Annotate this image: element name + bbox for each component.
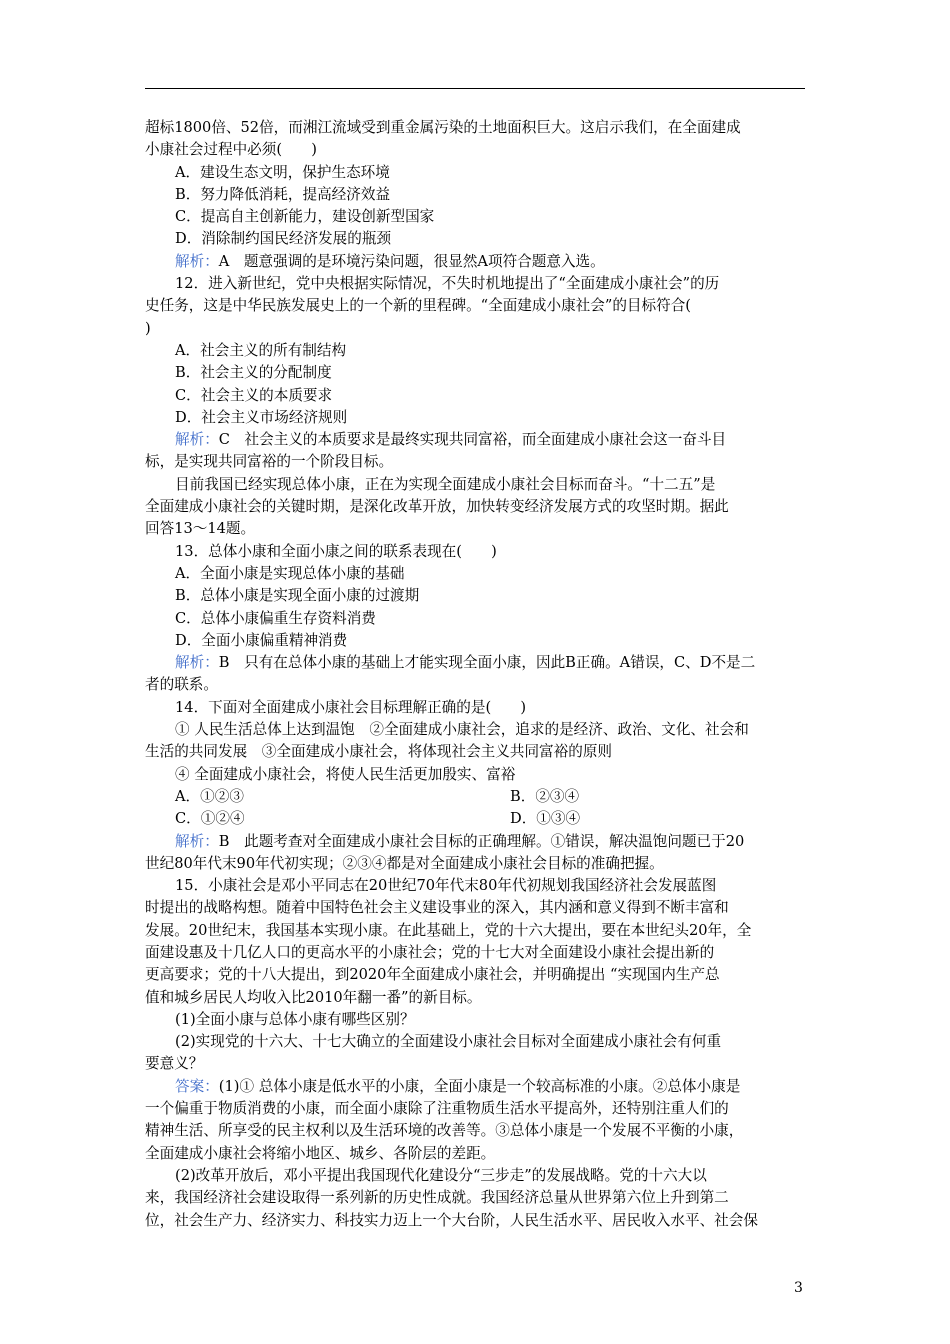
q12-option-a: A．社会主义的所有制结构 [175,341,347,359]
material-line: 目前我国已经实现总体小康，正在为实现全面建成小康社会目标而奋斗。“十二五”是 [175,475,716,493]
answer-label: 答案： [175,1077,219,1095]
q13-option-c: C．总体小康偏重生存资料消费 [175,609,376,627]
q14-options-row [145,808,805,830]
material-line: 全面建成小康社会的关键时期，是深化改革开放，加快转变经济发展方式的攻坚时期。据此 [145,498,729,516]
q14-item-line: 生活的共同发展 ③全面建成小康社会，将体现社会主义共同富裕的原则 [145,743,613,761]
q15-sub-question-1: (1)全面小康与总体小康有哪些区别？ [175,1010,415,1028]
q15-answer-line: 一个偏重于物质消费的小康，而全面小康除了注重物质生活水平提高外，还特别注重人们的 [145,1100,729,1118]
q14-option-a: A．①②③ [175,787,244,805]
q13-option-b: B．总体小康是实现全面小康的过渡期 [175,587,420,605]
q15-sub-question-2-cont: 要意义？ [145,1055,204,1073]
q15-answer: 答案：(1)① 总体小康是低水平的小康，全面小康是一个较高标准的小康。②总体小康是 [175,1077,741,1095]
q15-answer-line: 来，我国经济社会建设取得一系列新的历史性成就。我国经济总量从世界第六位上升到第二 [145,1189,729,1207]
q14-item-line: ① 人民生活总体上达到温饱 ②全面建成小康社会，追求的是经济、政治、文化、社会和 [175,721,749,739]
q13-stem: 13．总体小康和全面小康之间的联系表现在( ) [175,542,497,560]
q15-answer-line: 精神生活、所享受的民主权利以及生活环境的改善等。③总体小康是一个发展不平衡的小康， [145,1122,744,1140]
q12-analysis-cont: 标，是实现共同富裕的一个阶段目标。 [145,453,394,471]
analysis-label: 解析： [175,654,219,672]
q11-analysis: 解析：A 题意强调的是环境污染问题，很显然A项符合题意入选。 [175,252,605,270]
q12-stem-line: 12．进入新世纪，党中央根据实际情况，不失时机地提出了“全面建成小康社会”的历 [175,275,720,293]
q15-stem-line: 15．小康社会是邓小平同志在20世纪70年代末80年代初规划我国经济社会发展蓝图 [175,877,717,895]
q15-answer-line: 全面建成小康社会将缩小地区、城乡、各阶层的差距。 [145,1144,496,1162]
q14-option-d: D．①③④ [510,810,581,828]
q13-option-a: A．全面小康是实现总体小康的基础 [175,564,405,582]
q13-option-d: D．全面小康偏重精神消费 [175,631,348,649]
q12-stem-line: ) [145,319,151,337]
q14-option-c: C．①②④ [175,810,245,828]
q12-option-c: C．社会主义的本质要求 [175,386,333,404]
analysis-label: 解析： [175,832,219,850]
header-rule [145,88,805,89]
q11-option-a: A．建设生态文明，保护生态环境 [175,163,390,181]
q12-option-b: B．社会主义的分配制度 [175,364,332,382]
q14-analysis-cont: 世纪80年代末90年代初实现；②③④都是对全面建成小康社会目标的准确把握。 [145,854,664,872]
q15-stem-line: 面建设惠及十几亿人口的更高水平的小康社会；党的十七大对全面建设小康社会提出新的 [145,943,715,961]
q11-option-d: D．消除制约国民经济发展的瓶颈 [175,230,392,248]
q15-answer-line: 位，社会生产力、经济实力、科技实力迈上一个大台阶，人民生活水平、居民收入水平、社会保 [145,1211,758,1229]
q15-stem-line: 发展。20世纪末，我国基本实现小康。在此基础上，党的十六大提出，要在本世纪头20年，全 [145,921,752,939]
q11-option-b: B．努力降低消耗，提高经济效益 [175,185,391,203]
analysis-label: 解析： [175,431,219,449]
document-body [145,117,805,1232]
q12-analysis: 解析：C 社会主义的本质要求是最终实现共同富裕，而全面建成小康社会这一奋斗目 [175,431,727,449]
q14-analysis: 解析：B 此题考查对全面建成小康社会目标的正确理解。①错误，解决温饱问题已于20 [175,832,745,850]
analysis-label: 解析： [175,252,219,270]
q14-options-row [145,786,805,808]
q14-item-line: ④ 全面建成小康社会，将使人民生活更加殷实、富裕 [175,765,516,783]
q12-option-d: D．社会主义市场经济规则 [175,408,348,426]
q14-option-b: B．②③④ [510,787,580,805]
q13-analysis-cont: 者的联系。 [145,676,218,694]
page-number: 3 [794,1280,803,1296]
q14-stem: 14．下面对全面建成小康社会目标理解正确的是( ) [175,698,527,716]
q15-sub-question-2: (2)实现党的十六大、十七大确立的全面建设小康社会目标对全面建成小康社会有何重 [175,1033,722,1051]
q11-option-c: C．提高自主创新能力，建设创新型国家 [175,208,435,226]
q15-stem-line: 更高要求；党的十八大提出，到2020年全面建成小康社会，并明确提出 “实现国内生产总 [145,966,720,984]
q15-stem-line: 时提出的战略构想。随着中国特色社会主义建设事业的深入，其内涵和意义得到不断丰富和 [145,899,729,917]
q11-stem-line: 小康社会过程中必须( ) [145,141,317,159]
q15-stem-line: 值和城乡居民人均收入比2010年翻一番”的新目标。 [145,988,482,1006]
material-line: 回答13～14题。 [145,520,256,538]
q11-stem-line: 超标1800倍、52倍，而湘江流域受到重金属污染的土地面积巨大。这启示我们，在全面建成 [145,119,741,136]
q12-stem-line: 史任务，这是中华民族发展史上的一个新的里程碑。“全面建成小康社会”的目标符合( [145,297,691,315]
q13-analysis: 解析：B 只有在总体小康的基础上才能实现全面小康，因此B正确。A错误，C、D不是二 [175,654,756,672]
q15-answer-line: (2)改革开放后，邓小平提出我国现代化建设分“三步走”的发展战略。党的十六大以 [175,1166,707,1184]
